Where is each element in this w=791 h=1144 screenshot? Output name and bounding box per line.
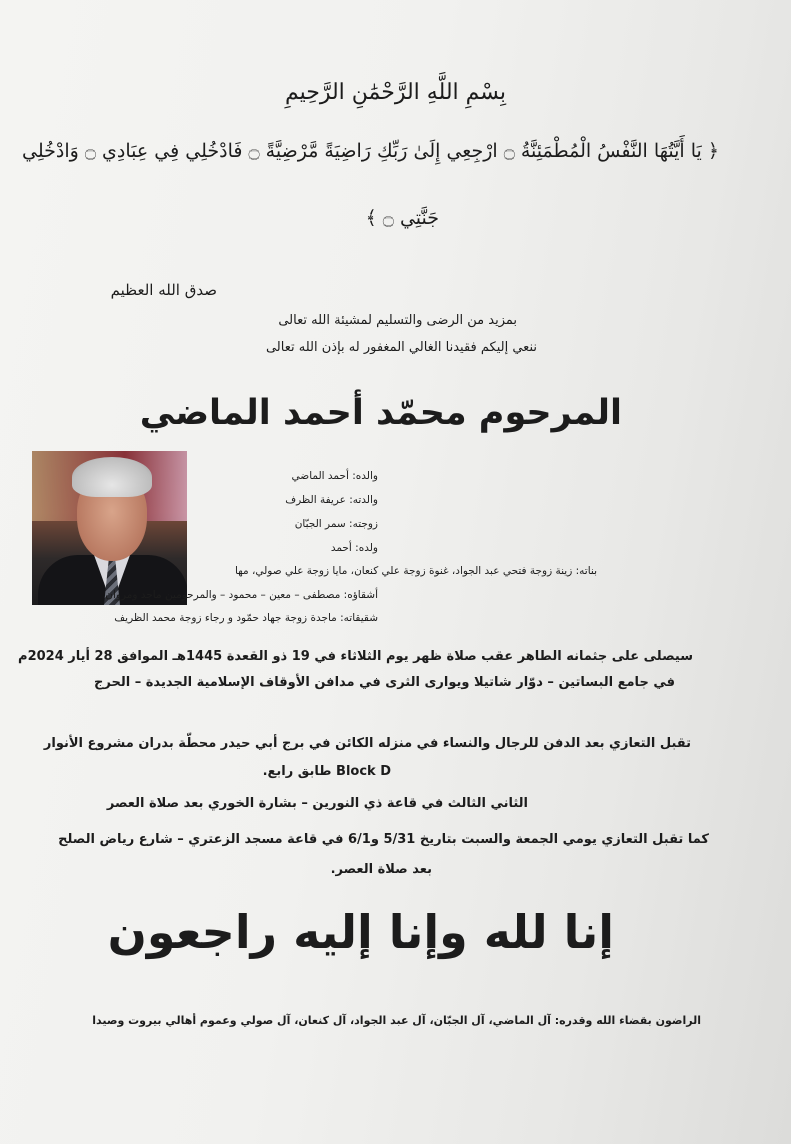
family-mother: والدته: عريفة الظرف	[285, 494, 378, 506]
intro-line-1: بمزيد من الرضى والتسليم لمشيئة الله تعالى	[278, 313, 517, 328]
family-wife: زوجته: سمر الجبّان	[294, 518, 378, 530]
condolence-line-5: بعد صلاة العصر.	[330, 862, 432, 877]
quran-verse-line-1: ﴿ يَا أَيَّتُهَا النَّفْسُ الْمُطْمَئِنَّةُ ۝ ارْجِعِي إِلَىٰ رَبِّكِ رَاضِيَةً مَّرْضِيَّةً ۝ فَادْخُلِي فِي عِبَادِي ۝ وَادْخُلِي	[22, 140, 719, 162]
family-son: ولده: أحمد	[330, 542, 378, 554]
photo-hair	[72, 457, 152, 497]
family-brothers: أشقاؤه: مصطفى – معين – محمود – والمرحومين ماجد ومروان	[105, 589, 378, 601]
mourners-line: الراضون بقضاء الله وقدره: آل الماضي، آل الجبّان، آل عبد الجواد، آل كنعان، آل صولي وعموم أهالي بيروت وصيدا	[92, 1014, 701, 1027]
quran-verse-line-2: جَنَّتِي ۝ ﴾	[365, 207, 439, 229]
condolence-line-4: كما تقبل التعازي يومي الجمعة والسبت بتاريخ 5/31 و6/1 في قاعة مسجد الزعتري – شارع رياض الصلح	[58, 832, 709, 847]
deceased-name: المرحوم محمّد أحمد الماضي	[139, 393, 622, 433]
family-daughters: بناته: زينة زوجة فتحي عبد الجواد، غنوة زوجة علي كنعان، مايا زوجة علي صولي، مها	[234, 565, 597, 577]
family-sisters: شقيقاته: ماجدة زوجة جهاد حمّود و رجاء زوجة محمد الظريف	[114, 612, 378, 624]
funeral-line-1: سيصلى على جثمانه الطاهر عقب صلاة ظهر يوم الثلاثاء في 19 ذو القعدة 1445هـ الموافق 28 أيار 2024م	[18, 649, 693, 664]
intro-line-2: ننعي إليكم فقيدنا الغالي المغفور له بإذن الله تعالى	[265, 340, 537, 355]
condolence-line-3: الثاني الثالث في قاعة ذي النورين – بشارة الخوري بعد صلاة العصر	[106, 796, 528, 811]
basmala: بِسْمِ اللَّهِ الرَّحْمَٰنِ الرَّحِيمِ	[284, 80, 507, 105]
condolence-line-1: تقبل التعازي بعد الدفن للرجال والنساء في منزله الكائن في برج أبي حيدر محطّة بدران مشروع الأنوار	[43, 736, 691, 751]
deceased-photo	[32, 451, 187, 605]
condolence-line-2: Block D طابق رابع.	[262, 764, 391, 779]
funeral-line-2: في جامع البساتين – دوّار شاتيلا ويوارى الثرى في مدافن الأوقاف الإسلامية الجديدة – الحرج	[94, 675, 675, 690]
family-father: والده: أحمد الماضي	[291, 470, 378, 482]
sadaq-allah: صدق الله العظيم	[110, 281, 217, 299]
closing-phrase: إنا لله وإنا إليه راجعون	[107, 905, 614, 959]
